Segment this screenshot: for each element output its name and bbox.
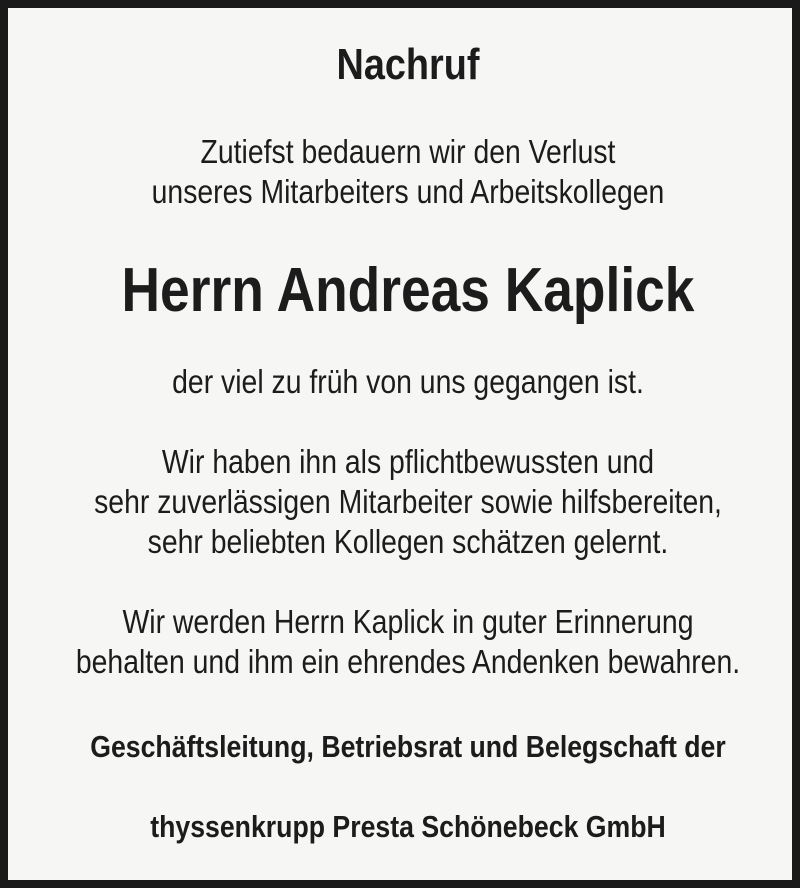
tribute-line-2: sehr zuverlässigen Mitarbeiter sowie hilfsbereiten,: [94, 483, 722, 520]
deceased-name: Herrn Andreas Kaplick: [121, 256, 695, 325]
signatories: Geschäftsleitung, Betriebsrat und Belegschaft der: [90, 729, 726, 764]
company-name: thyssenkrupp Presta Schönebeck GmbH: [150, 809, 666, 844]
tribute-line-1: Wir haben ihn als pflichtbewussten und: [161, 443, 655, 480]
tribute-line-3: sehr beliebten Kollegen schätzen gelernt.: [147, 523, 669, 560]
memory-line-2: behalten und ihm ein ehrendes Andenken bewahren.: [75, 643, 741, 680]
intro-line-1: Zutiefst bedauern wir den Verlust: [200, 133, 616, 170]
passing-line: der viel zu früh von uns gegangen ist.: [172, 363, 644, 400]
memory-line-1: Wir werden Herrn Kaplick in guter Erinnerung: [122, 603, 694, 640]
notice-heading: Nachruf: [336, 40, 480, 89]
intro-line-2: unseres Mitarbeiters und Arbeitskollegen: [151, 173, 665, 210]
